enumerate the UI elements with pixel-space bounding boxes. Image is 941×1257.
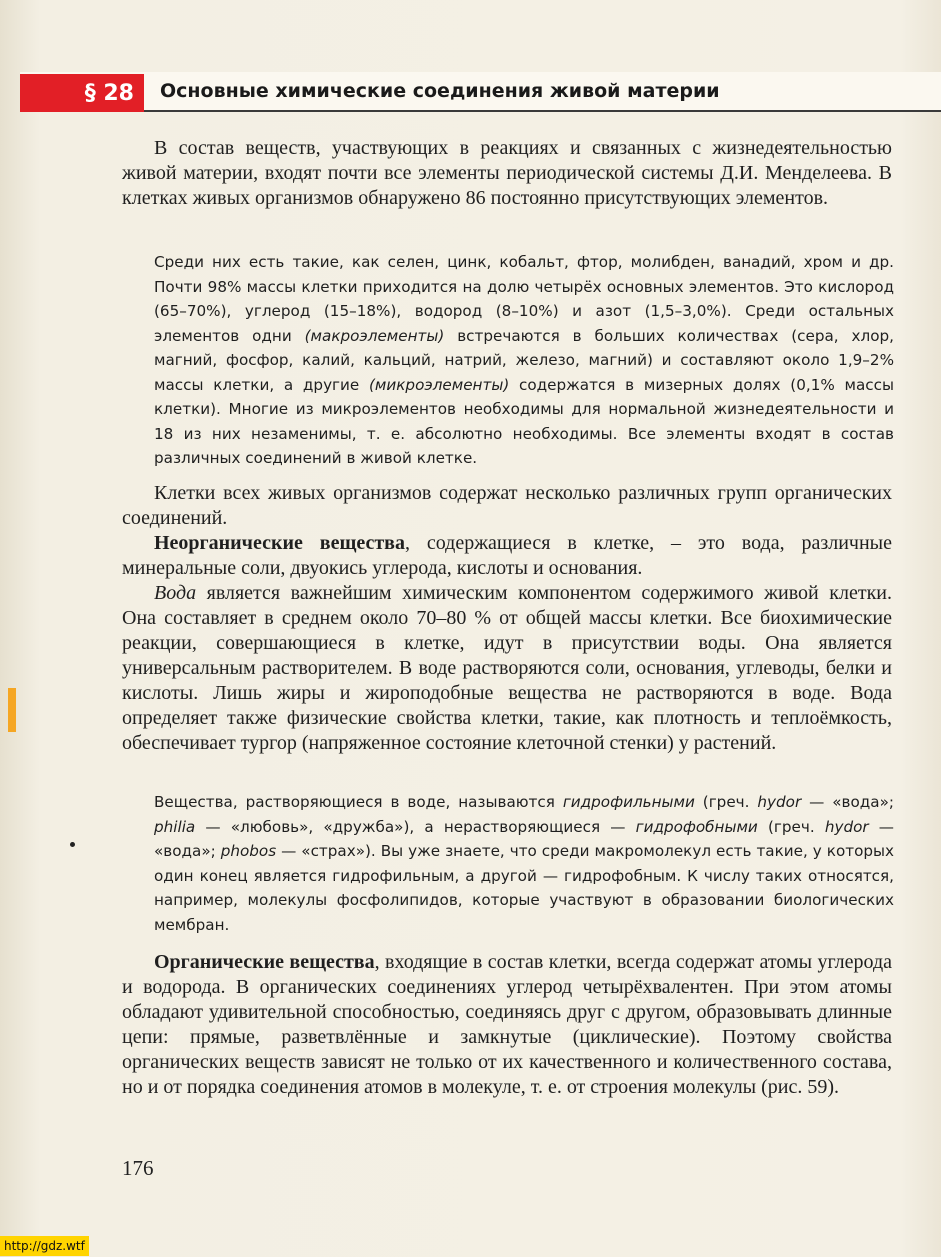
term-water: Вода bbox=[154, 582, 197, 604]
text-run: — «страх»). Вы уже знаете, что среди макромолекул есть такие, у которых один конец является гидрофильным, а другой — гидрофобным. К числу таких относятся, например, молекулы фосфолипидов, которые участвуют в образовании биологических мембран. bbox=[154, 842, 894, 934]
term-hydor: hydor bbox=[757, 793, 802, 811]
section-number: § 28 bbox=[84, 80, 134, 106]
paragraph-organic-groups-text: Клетки всех живых организмов содержат несколько различных групп органических соединений. bbox=[122, 482, 892, 529]
term-organic: Органические вещества bbox=[154, 951, 375, 973]
small-print-block-hydrophilic bbox=[154, 790, 894, 937]
paragraph-inorganic bbox=[122, 531, 892, 581]
text-run: — «вода»; bbox=[154, 817, 894, 860]
paragraph-water bbox=[122, 581, 892, 756]
side-color-mark bbox=[8, 688, 16, 732]
paragraph-organic-text bbox=[122, 950, 892, 1100]
text-run: встречаются в больших количествах (сера, хлор, магний, фосфор, калий, кальций, натрий, железо, магний) и составляют около 1,9–2% массы клетки, а другие bbox=[154, 326, 894, 394]
text-run: , содержащиеся в клетке, – это вода, различные минеральные соли, двуокись углерода, кислоты и основания. bbox=[122, 532, 892, 579]
small-print-block-elements bbox=[154, 250, 894, 471]
watermark-link[interactable]: http://gdz.wtf bbox=[0, 1236, 89, 1256]
page-number: 176 bbox=[122, 1156, 154, 1180]
text-run: является важнейшим химическим компонентом содержимого живой клетки. Она составляет в среднем около 70–80 % от общей массы клетки. Все биохимические реакции, совершающиеся в клетке, идут в присутствии воды. Она является универсальным растворителем. В воде растворяются соли, основания, углеводы, белки и кислоты. Лишь жиры и жироподобные вещества не растворяются в воде. Вода определяет также физические свойства клетки, такие, как плотность и теплоёмкость, обеспечивает тургор (напряженное состояние клеточной стенки) у растений. bbox=[122, 582, 892, 754]
term-macroelements: (макроэлементы) bbox=[304, 326, 445, 345]
text-run: содержатся в мизерных долях (0,1% массы клетки). Многие из микроэлементов необходимы для нормальной жизнедеятельности и 18 из них незаменимы, т. е. абсолютно необходимы. Все элементы входят в состав различных соединений в живой клетке. bbox=[154, 375, 894, 467]
section-title: Основные химические соединения живой материи bbox=[160, 80, 720, 102]
margin-dot bbox=[70, 842, 75, 847]
paragraph-intro-text: В состав веществ, участвующих в реакциях и связанных с жизнедеятельностью живой материи, входят почти все элементы периодической системы Д.И. Менделеева. В клетках живых организмов обнаружено 86 постоянно присутствующих элементов. bbox=[122, 137, 892, 209]
term-hydor: hydor bbox=[824, 817, 869, 836]
small-print-text bbox=[154, 250, 894, 471]
paragraph-inorganic-text bbox=[122, 531, 892, 581]
term-hydrophilic: гидрофильными bbox=[562, 793, 695, 811]
paragraph-intro bbox=[122, 136, 892, 211]
small-print-text bbox=[154, 790, 894, 937]
text-run: (греч. bbox=[757, 817, 825, 836]
term-philia: philia bbox=[154, 817, 196, 836]
text-run: — «вода»; bbox=[801, 793, 894, 811]
text-run: Среди них есть такие, как селен, цинк, кобальт, фтор, молибден, ванадий, хром и др. Почти 98% массы клетки приходится на долю четырёх основных элементов. Это кислород (65–70%), углерод (15–18%), водород (8–10%) и азот (1,5–3,0%). Среди остальных элементов одни bbox=[154, 253, 894, 345]
text-run: , входящие в состав клетки, всегда содержат атомы углерода и водорода. В органических соединениях углерод четырёхвалентен. При этом атомы обладают удивительной способностью, соединяясь друг с другом, образовывать длинные цепи: прямые, разветвлённые и замкнутые (циклические). Поэтому свойства органических веществ зависят не только от их качественного и количественного состава, но и от порядка соединения атомов в молекуле, т. е. от строения молекулы (рис. 59). bbox=[122, 951, 892, 1098]
term-phobos: phobos bbox=[220, 842, 277, 860]
term-microelements: (микроэлементы) bbox=[369, 375, 510, 394]
term-hydrophobic: гидрофобными bbox=[635, 817, 758, 836]
text-run: (греч. bbox=[694, 793, 758, 811]
section-number-badge bbox=[20, 74, 144, 112]
paragraph-water-text bbox=[122, 581, 892, 756]
term-inorganic: Неорганические вещества bbox=[154, 532, 405, 554]
text-run: — «любовь», «дружба»), а нерастворяющиеся — bbox=[195, 817, 636, 836]
paragraph-organic-groups bbox=[122, 481, 892, 531]
header-rule bbox=[144, 110, 941, 112]
paragraph-organic bbox=[122, 950, 892, 1100]
text-run: Вещества, растворяющиеся в воде, называются bbox=[154, 793, 563, 811]
